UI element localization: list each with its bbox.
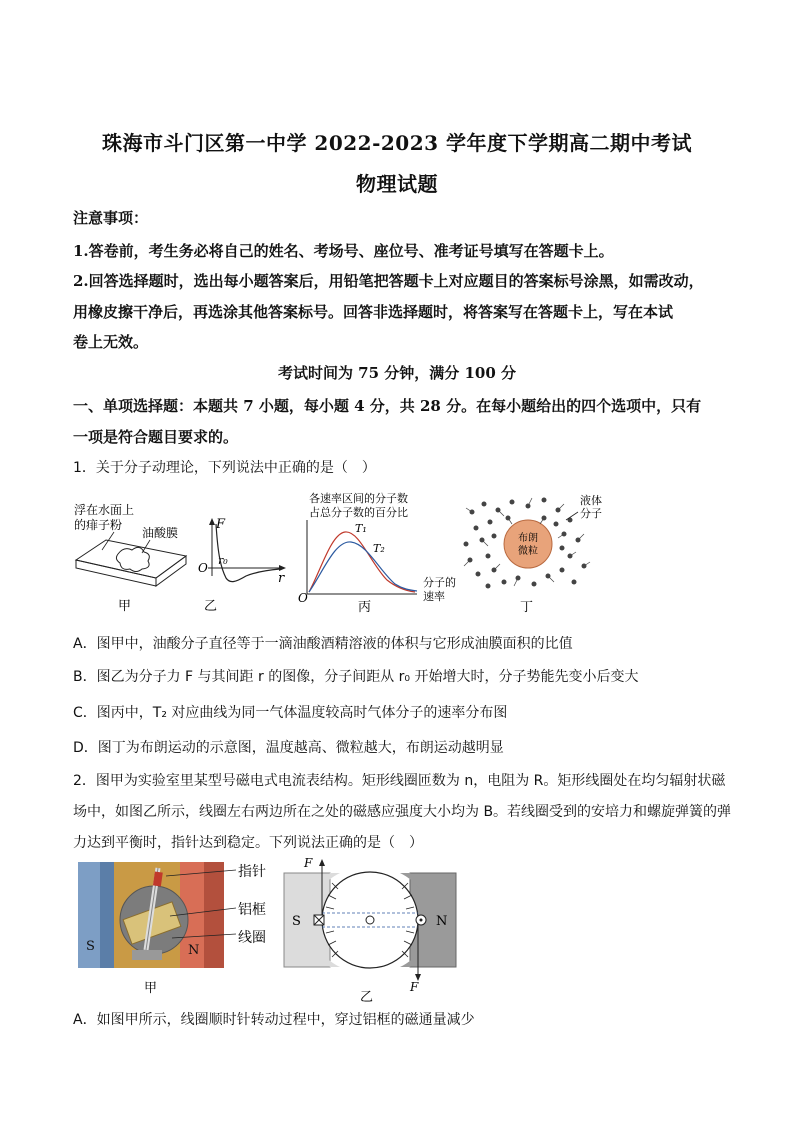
ding-liquid-2: 分子: [580, 507, 602, 520]
bing-origin: O: [298, 591, 308, 605]
jia-n: N: [188, 943, 200, 958]
yi-label: 乙: [204, 599, 218, 614]
tray-side: [156, 556, 186, 586]
yi-f-top: F: [304, 856, 313, 870]
ding-liquid-1: 液体: [580, 494, 602, 507]
yi-r0: r₀: [218, 554, 228, 567]
jia-text-2: 的痱子粉: [74, 518, 123, 532]
bing-curve-t2: [309, 542, 417, 592]
q1-option-d: D．图丁为布朗运动的示意图，温度越高、微粒越大，布朗运动越明显: [73, 740, 504, 756]
jia-frame-text: 铝框: [238, 902, 266, 918]
yi-n: N: [436, 914, 448, 929]
notice-heading: 注意事项：: [73, 209, 149, 227]
yi-s: S: [292, 914, 301, 929]
ding-particle-2: 微粒: [518, 546, 538, 557]
q2-yi-label: 乙: [360, 990, 374, 1003]
notice-item-2-line-1: 2.回答选择题时，选出每小题答案后，用铅笔把答题卡上对应题目的答案标号涂黑，如需改动，: [73, 272, 704, 290]
bing-ytitle-2: 占总分子数的百分比: [309, 506, 408, 519]
q1-option-c: C．图丙中，T₂ 对应曲线为同一气体温度较高时气体分子的速率分布图: [73, 705, 508, 721]
q2-option-a: A．如图甲所示，线圈顺时针转动过程中，穿过铝框的磁通量减少: [73, 1012, 475, 1028]
exam-title: 珠海市斗门区第一中学 2022-2023 学年度下学期高二期中考试: [101, 131, 693, 155]
jia-s: S: [86, 939, 95, 954]
jia-label: 甲: [118, 599, 132, 614]
ding-particle-1: 布朗: [518, 533, 538, 544]
jia-text-1: 浮在水面上: [74, 503, 135, 517]
section-1-line-2: 一项是符合题目要求的。: [73, 428, 239, 446]
yi-curve: [216, 524, 280, 582]
q1-option-b: B．图乙为分子力 F 与其间距 r 的图像，分子间距从 r₀ 开始增大时，分子势能先变小后变大: [73, 669, 639, 685]
q1-option-a: A．图甲中，油酸分子直径等于一滴油酸酒精溶液的体积与它形成油膜面积的比值: [73, 636, 573, 652]
yi-f-bottom: F: [410, 980, 419, 994]
q2-stem-line-1: 2．图甲为实验室里某型号磁电式电流表结构。矩形线圈匝数为 n，电阻为 R。矩形线圈处在均匀辐射状磁: [73, 773, 726, 789]
q1-figure-jia: [70, 498, 190, 618]
q1-figure-ding: [458, 490, 618, 615]
notice-item-2-line-2: 用橡皮擦干净后，再选涂其他答案标号。回答非选择题时，将答案写在答题卡上，写在本试: [73, 303, 674, 321]
yi-r-label: r: [278, 571, 285, 586]
brownian-particle: [504, 520, 552, 568]
bing-label: 丙: [358, 600, 372, 615]
jia-base: [132, 950, 162, 960]
q2-stem-line-2: 场中，如图乙所示，线圈左右两边所在之处的磁感应强度大小均为 B。若线圈受到的安培力和螺旋弹簧的弹: [73, 804, 732, 820]
q2-figure-yi: [280, 855, 460, 1003]
bing-t1: T₁: [355, 522, 367, 535]
jia-coil-text: 线圈: [238, 930, 266, 946]
notice-item-2-line-3: 卷上无效。: [73, 333, 149, 351]
q1-figure-bing: [295, 490, 465, 615]
jia-pointer-2: [142, 540, 150, 553]
bing-xtitle-2: 速率: [423, 590, 445, 603]
jia-pointer-text: 指针: [238, 864, 266, 880]
yi-origin: O: [198, 561, 208, 575]
q2-jia-label: 甲: [144, 981, 158, 996]
q2-stem-line-3: 力达到平衡时，指针达到稳定。下列说法正确的是（ ）: [73, 835, 423, 851]
bing-t2: T₂: [373, 542, 385, 555]
oil-film: [116, 547, 149, 571]
ding-label: 丁: [520, 600, 534, 615]
notice-item-1: 1.答卷前，考生务必将自己的姓名、考场号、座位号、准考证号填写在答题卡上。: [73, 242, 614, 260]
section-1-line-1: 一、单项选择题：本题共 7 小题，每小题 4 分，共 28 分。在每小题给出的四个选项中，只有: [73, 397, 702, 415]
exam-subtitle: 物理试题: [356, 172, 438, 196]
exam-info: 考试时间为 75 分钟，满分 100 分: [277, 364, 517, 382]
bing-curve-t1: [309, 532, 415, 592]
bing-xtitle-1: 分子的: [423, 576, 456, 589]
jia-text-3: 油酸膜: [142, 526, 179, 540]
q2-figure-jia: [76, 858, 286, 998]
q1-figure-yi: [190, 516, 290, 616]
bing-ytitle-1: 各速率区间的分子数: [309, 492, 408, 505]
q1-stem: 1．关于分子动理论，下列说法中正确的是（ ）: [73, 460, 376, 476]
yi-f-label: F: [216, 517, 226, 532]
